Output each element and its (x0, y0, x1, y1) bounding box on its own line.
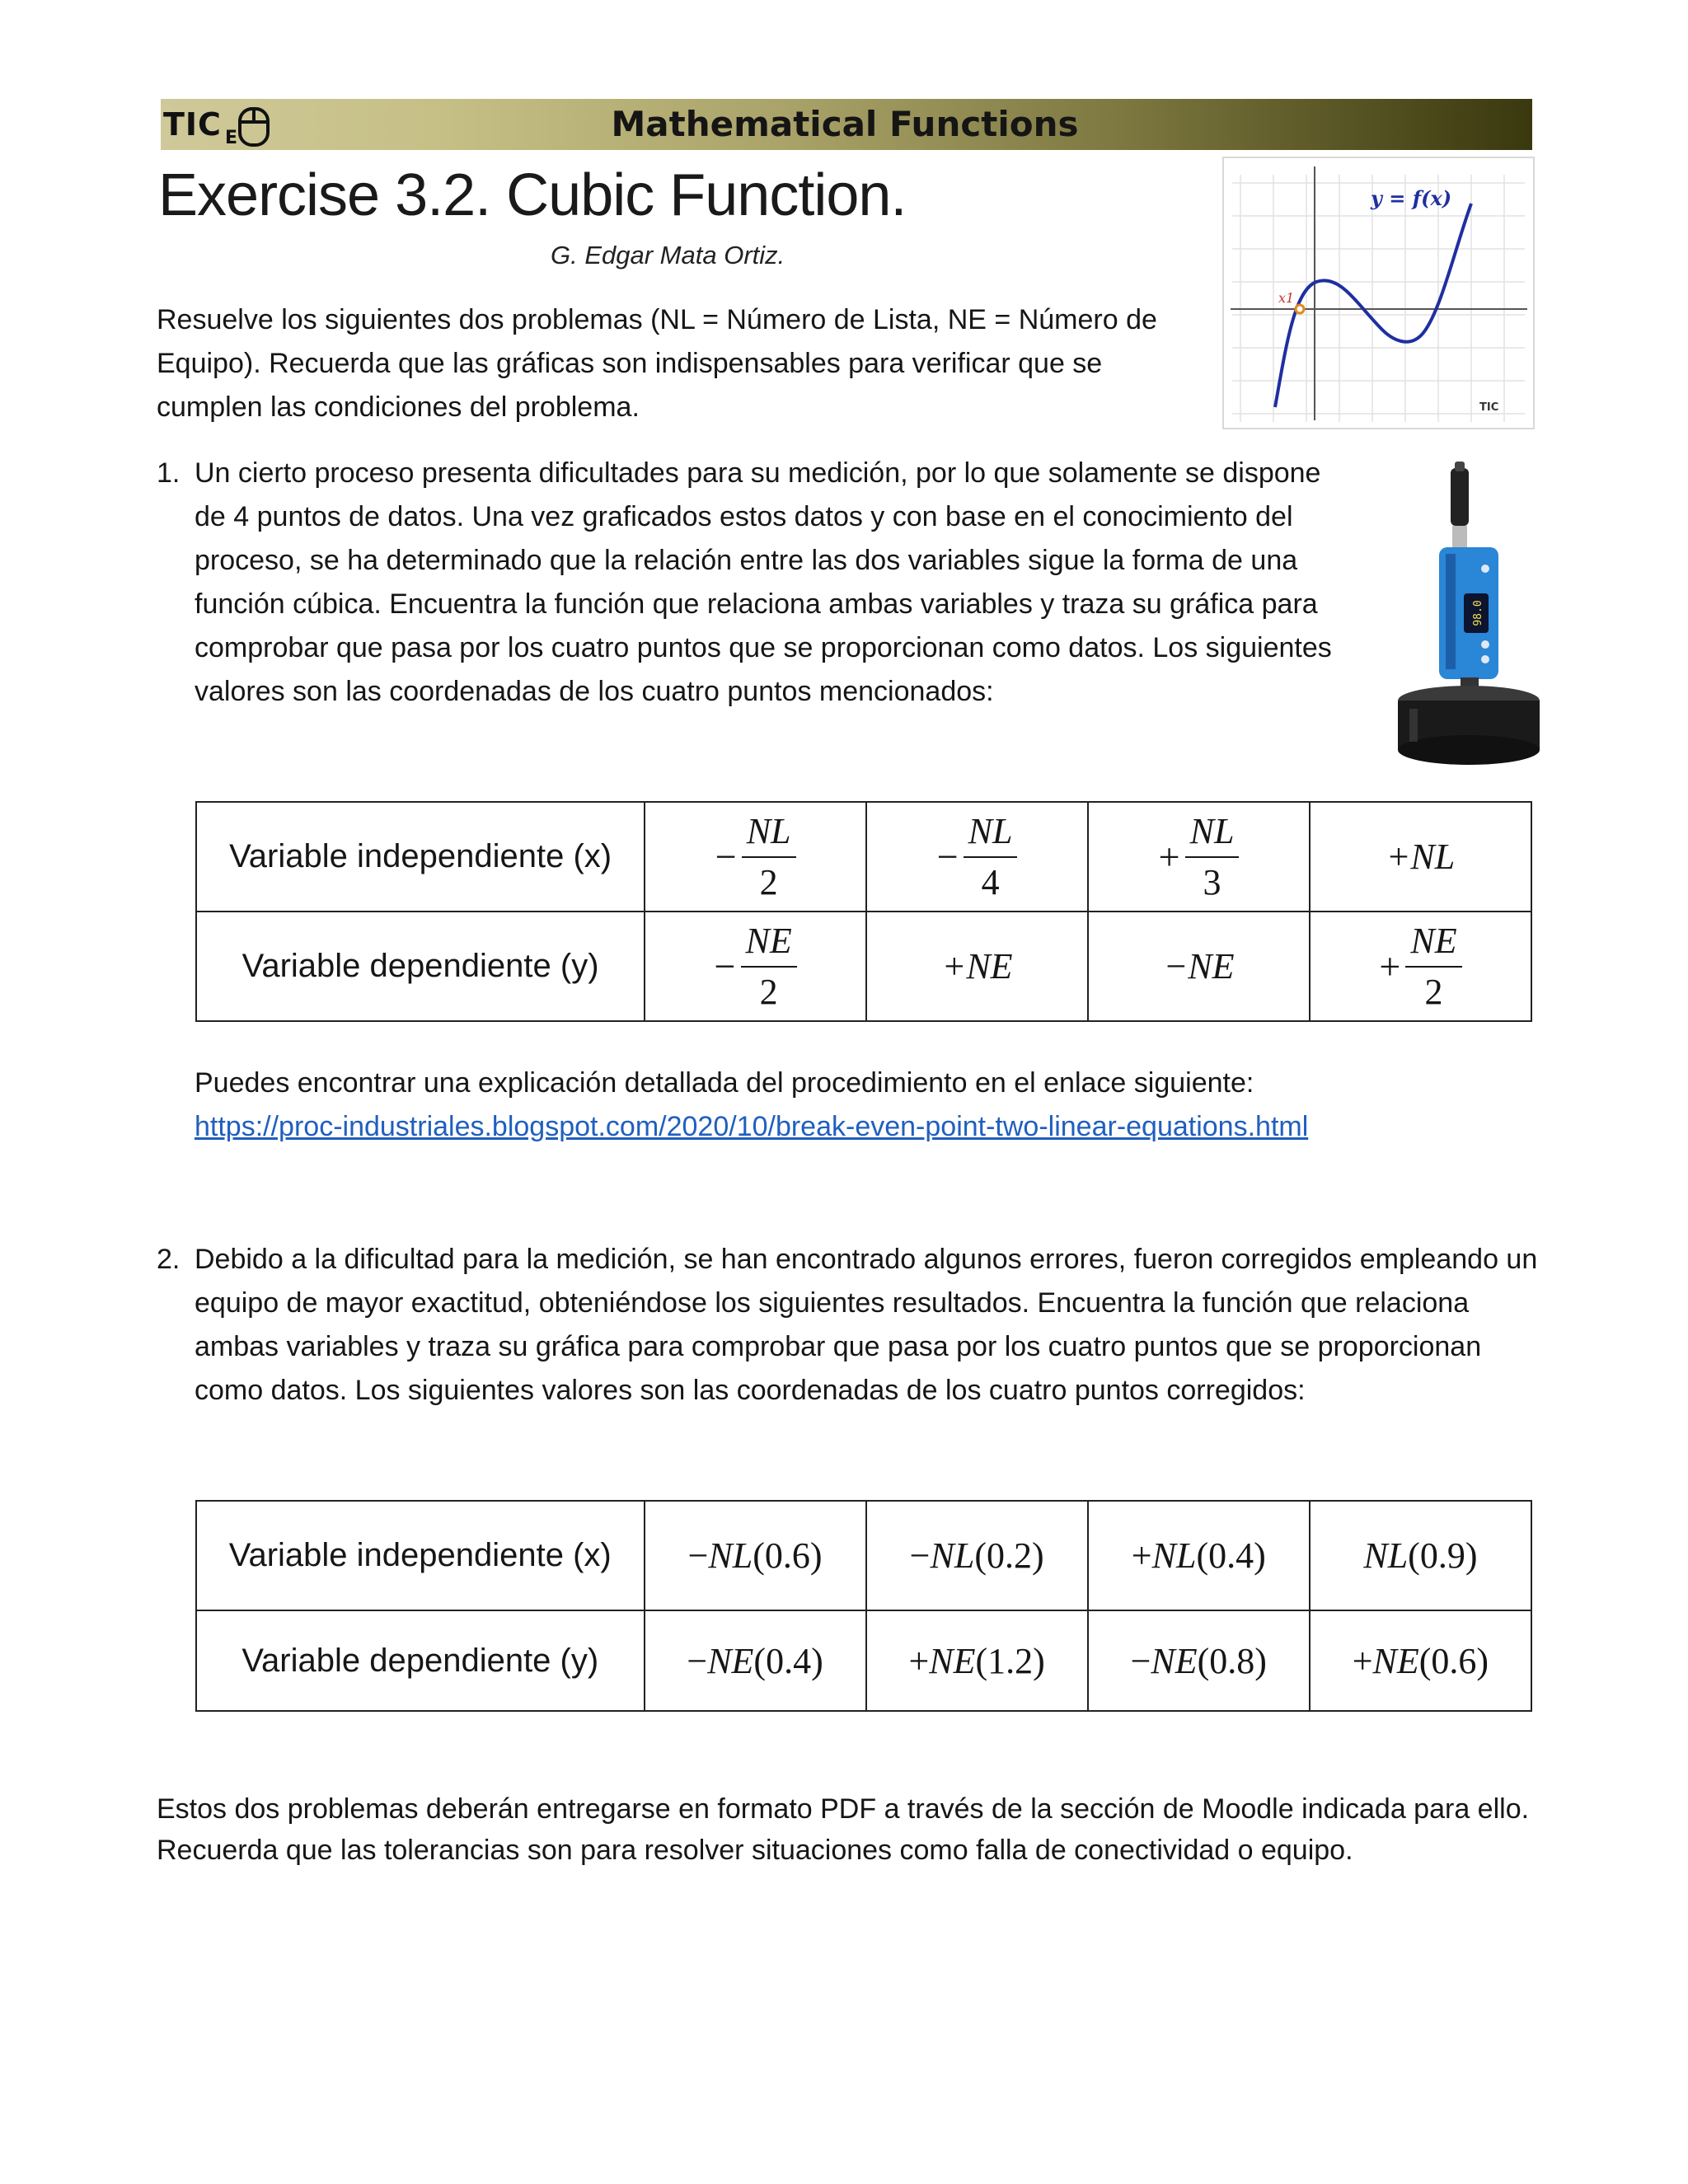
numerator: NE (1405, 918, 1461, 968)
variable: NE (1151, 1640, 1198, 1681)
denominator: 2 (1424, 971, 1443, 1012)
sign: − (1130, 1640, 1151, 1681)
table-2-x-cell (645, 1501, 866, 1610)
point-label: x1 (1278, 290, 1295, 306)
problem-1-text: Un cierto proceso presenta dificultades para su medición, por lo que solamente se dispone de 4 puntos de datos. Una vez graficados estos datos y con base en el conocimiento del proceso, se ha determinado que la relación entre las dos variables sigue la forma de una función cúbica. Encuentra la función que relaciona ambas variables y traza su gráfica para comprobar que pasa por los cuatro puntos que se proporcionan como datos. Los siguientes valores son las coordenadas de los cuatro puntos mencionados: (195, 457, 1332, 707)
device-reading: 98.0 (1472, 600, 1484, 626)
procedure-link[interactable]: https://proc-industriales.blogspot.com/2020/10/break-even-point-two-linear-equations.html (195, 1111, 1309, 1142)
intro-paragraph: Resuelve los siguientes dos problemas (NL = Número de Lista, NE = Número de Equipo). Recuerda que las gráficas son indispensables para verificar que se cumplen las condiciones del problema. (157, 304, 1157, 423)
table-2-row-y (196, 1610, 1531, 1711)
table-2-x-cell (1310, 1501, 1531, 1610)
table-1-y-cell (1310, 912, 1531, 1021)
sign: − (687, 1535, 709, 1576)
denominator: 4 (981, 861, 1000, 902)
denominator: 3 (1203, 861, 1221, 902)
table-2-y-cell (1088, 1610, 1310, 1711)
variable: NE (1372, 1640, 1419, 1681)
value: +NE (941, 946, 1013, 987)
function-label: y = f(x) (1371, 186, 1452, 210)
sign: − (909, 1535, 931, 1576)
problem-1-number: 1. (157, 457, 181, 489)
problem-2-text: Debido a la dificultad para la medición, se han encontrado algunos errores, fueron corregidos empleando un equipo de mayor exactitud, obteniéndose los siguientes resultados. Encuentra la función que relaciona ambas variables y traza su gráfica para comprobar que pasa por los cuatro puntos que se proporcionan como datos. Los siguientes valores son las coordenadas de los cuatro puntos corregidos: (195, 1244, 1538, 1406)
table-2-row-x (196, 1501, 1531, 1610)
sign: − (687, 1640, 708, 1681)
table-1-y-cell (645, 912, 866, 1021)
denominator: 2 (759, 861, 778, 902)
cubic-curve (1275, 204, 1471, 407)
variable: NE (707, 1640, 754, 1681)
data-table-2 (195, 1500, 1532, 1712)
table-2-x-label: Variable independiente (x) (196, 1501, 645, 1610)
table-1-row-x (196, 802, 1531, 912)
sign: + (908, 1640, 930, 1681)
factor: (0.4) (1196, 1535, 1266, 1576)
factor: (0.4) (753, 1640, 823, 1681)
exercise-title: Exercise 3.2. Cubic Function. (158, 162, 907, 228)
variable: NE (929, 1640, 976, 1681)
numerator: NL (1185, 808, 1240, 858)
numerator: NL (742, 808, 796, 858)
table-1-y-cell (1088, 912, 1310, 1021)
table-2-y-cell (645, 1610, 866, 1711)
factor: (1.2) (975, 1640, 1045, 1681)
table-1-x-cell (866, 802, 1088, 912)
table-1-x-label: Variable independiente (x) (196, 802, 645, 912)
sign: − (714, 945, 736, 987)
logo-text: TIC (163, 106, 222, 143)
table-2-y-cell (866, 1610, 1088, 1711)
table-2-x-cell (1088, 1501, 1310, 1610)
variable: NL (930, 1535, 975, 1576)
variable: NL (1363, 1535, 1409, 1576)
cubic-graph (1224, 158, 1533, 428)
header-title: Mathematical Functions (611, 104, 1079, 144)
table-2-y-cell (1310, 1610, 1531, 1711)
factor: (0.2) (974, 1535, 1044, 1576)
device-probe (1451, 468, 1469, 526)
factor: (0.8) (1197, 1640, 1267, 1681)
author: G. Edgar Mata Ortiz. (551, 241, 785, 269)
data-table-1 (195, 801, 1532, 1022)
sign: − (715, 836, 737, 878)
factor: (0.6) (753, 1535, 823, 1576)
logo-sub: E (224, 128, 237, 147)
table-1-x-cell (1310, 802, 1531, 912)
closing-paragraph: Estos dos problemas deberán entregarse en formato PDF a través de la sección de Moodle indicada para ello. Recuerda que las tolerancias son para resolver situaciones como falla de conectividad o equipo. (157, 1793, 1530, 1866)
value: −NE (1163, 946, 1235, 987)
mouse-icon (222, 102, 273, 147)
link-intro: Puedes encontrar una explicación detallada del procedimiento en el enlace siguiente: (195, 1067, 1254, 1099)
value: +NL (1386, 837, 1456, 877)
table-1-y-cell (866, 912, 1088, 1021)
variable: NL (708, 1535, 753, 1576)
sign: + (1131, 1535, 1152, 1576)
sign: + (1379, 945, 1401, 987)
variable: NL (1151, 1535, 1197, 1576)
sign: + (1158, 836, 1180, 878)
factor: (0.9) (1408, 1535, 1478, 1576)
numerator: NL (964, 808, 1018, 858)
graph-watermark: TIC (1479, 401, 1499, 414)
sign: − (936, 836, 959, 878)
table-2-x-cell (866, 1501, 1088, 1610)
table-1-y-label: Variable dependiente (y) (196, 912, 645, 1021)
table-2-y-label: Variable dependiente (y) (196, 1610, 645, 1711)
table-1-row-y (196, 912, 1531, 1021)
table-1-x-cell (645, 802, 866, 912)
denominator: 2 (759, 971, 778, 1012)
factor: (0.6) (1418, 1640, 1489, 1681)
tic-logo (163, 101, 273, 148)
cubic-graph-figure (1222, 157, 1535, 429)
table-1-x-cell (1088, 802, 1310, 912)
problem-2-number: 2. (157, 1244, 181, 1275)
sign: + (1352, 1640, 1373, 1681)
root-point (1296, 305, 1304, 313)
hardness-tester-image (1393, 462, 1545, 771)
numerator: NE (741, 918, 797, 968)
